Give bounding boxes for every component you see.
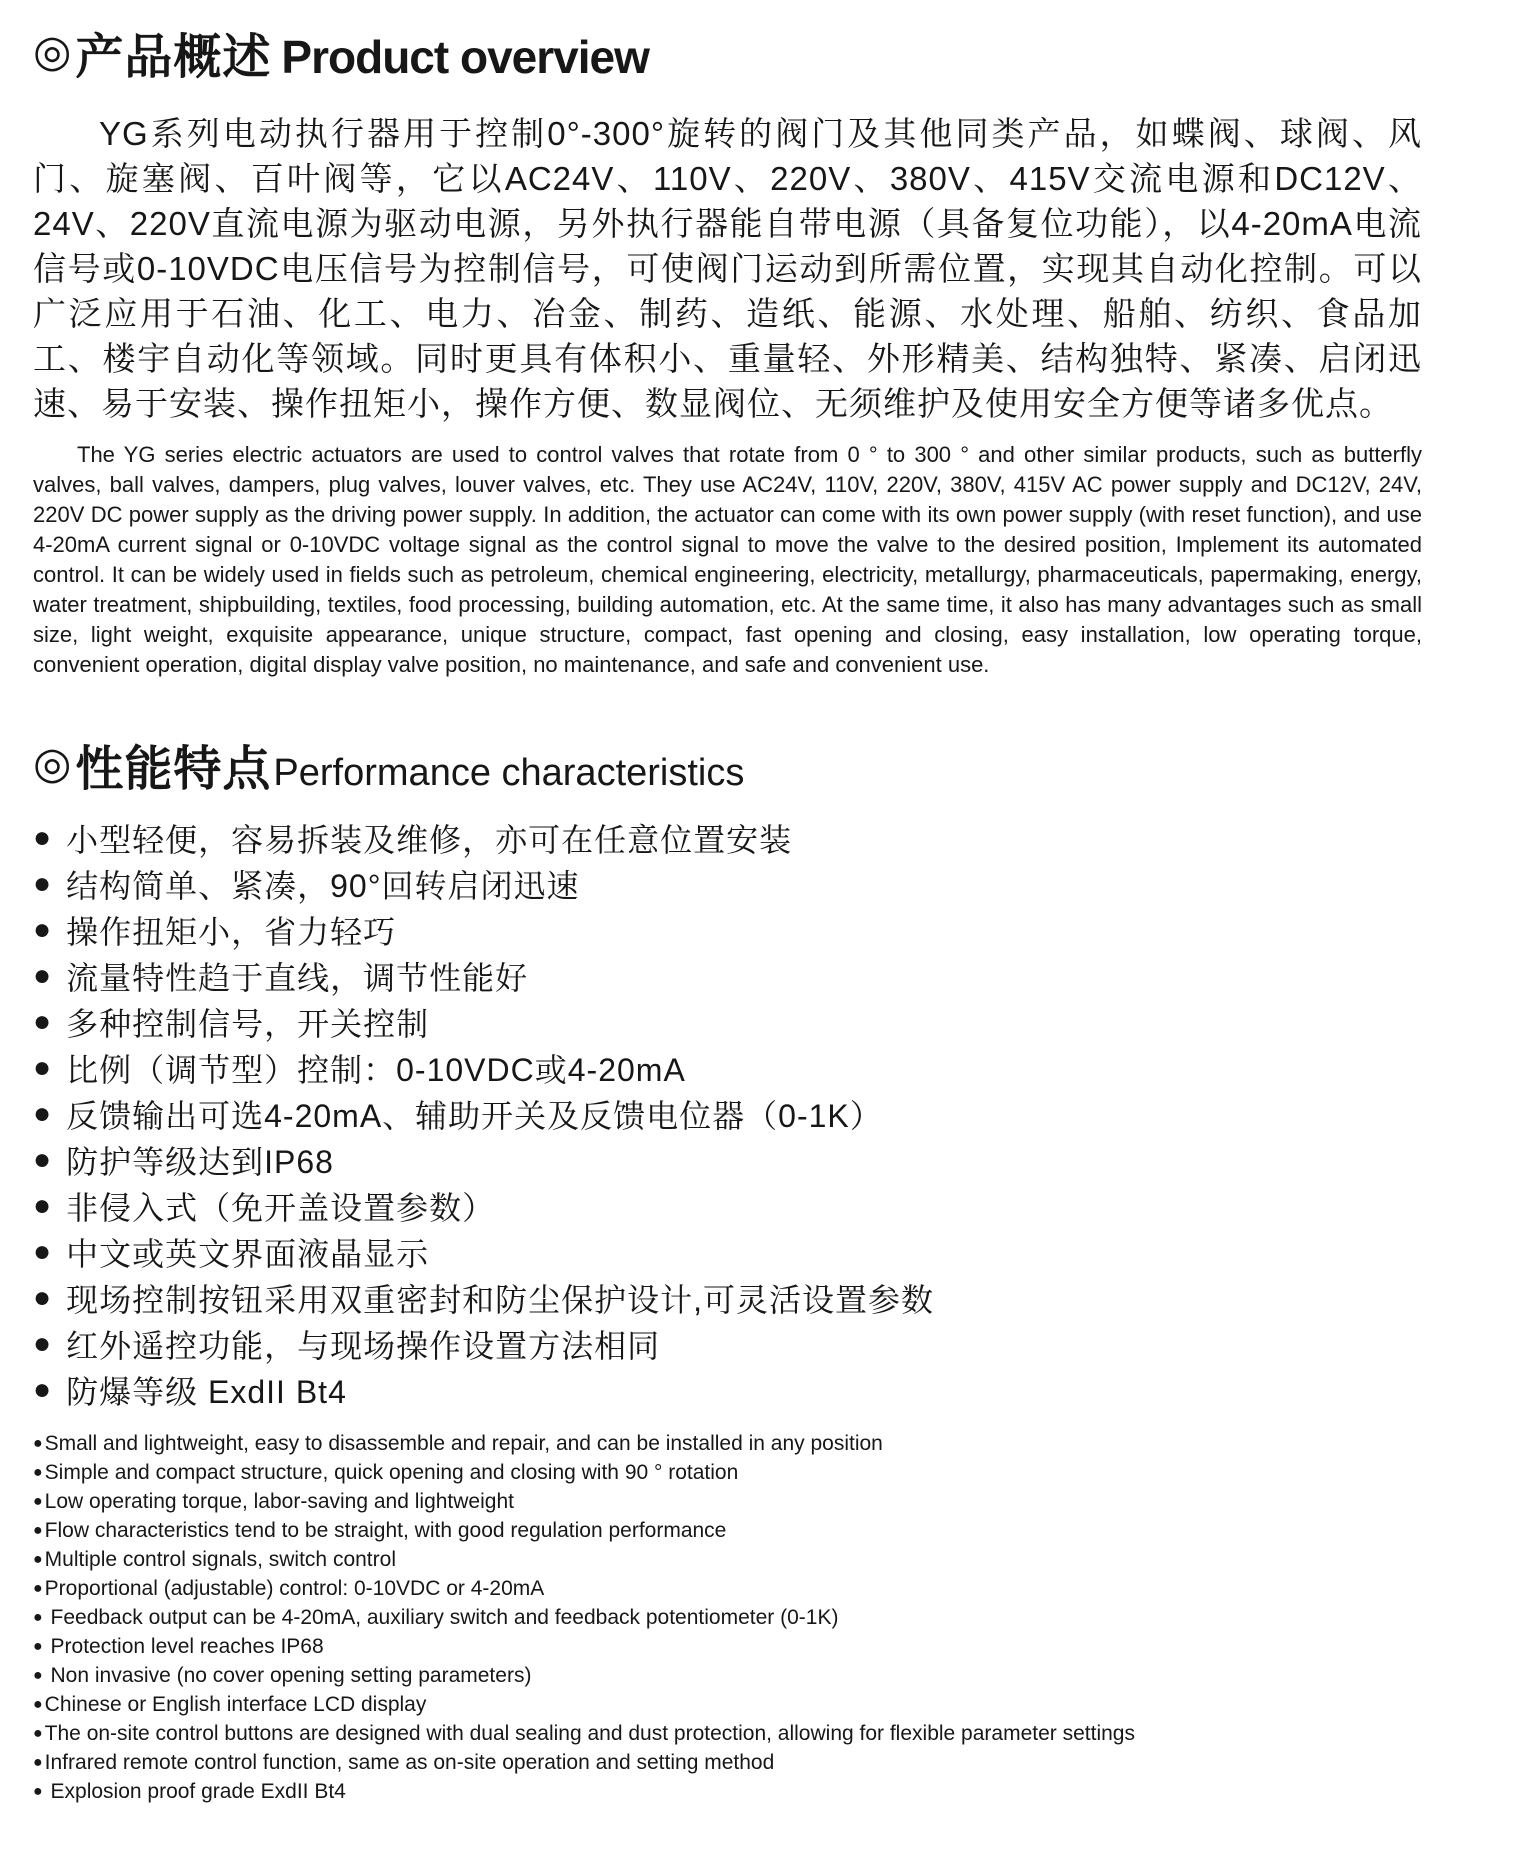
feature-text-zh: 防护等级达到IP68 [66, 1144, 334, 1180]
feature-text-zh: 反馈输出可选4-20mA、辅助开关及反馈电位器（0-1K） [66, 1098, 883, 1134]
feature-item-en [33, 1748, 1422, 1777]
feature-item-en [33, 1632, 1422, 1661]
section-marker-icon: ◎ [33, 27, 72, 77]
feature-item-zh [33, 1045, 1422, 1091]
feature-item-en [33, 1690, 1422, 1719]
feature-item-en [33, 1458, 1422, 1487]
feature-text-zh: 中文或英文界面液晶显示 [66, 1236, 430, 1272]
product-overview-heading [33, 18, 1422, 87]
section-marker-icon: ◎ [33, 739, 72, 789]
bullet-icon: ● [33, 867, 53, 900]
bullet-icon: ● [33, 1521, 43, 1539]
feature-text-en: Feedback output can be 4-20mA, auxiliary switch and feedback potentiometer (0-1K) [44, 1605, 839, 1629]
feature-text-zh: 现场控制按钮采用双重密封和防尘保护设计,可灵活设置参数 [66, 1282, 935, 1318]
performance-title-zh: 性能特点 [75, 743, 272, 796]
feature-text-en: Explosion proof grade ExdII Bt4 [44, 1779, 346, 1803]
feature-text-zh: 结构简单、紧凑，90°回转启闭迅速 [66, 868, 580, 904]
feature-item-zh [33, 1229, 1422, 1275]
feature-item-zh [33, 1275, 1422, 1321]
bullet-icon: ● [33, 1608, 43, 1626]
bullet-icon: ● [33, 1579, 43, 1597]
feature-text-zh: 流量特性趋于直线，调节性能好 [66, 960, 529, 996]
bullet-icon: ● [33, 959, 53, 992]
feature-item-zh [33, 815, 1422, 861]
bullet-icon: ● [33, 1492, 43, 1510]
feature-text-zh: 红外遥控功能，与现场操作设置方法相同 [66, 1328, 661, 1364]
feature-item-en [33, 1603, 1422, 1632]
performance-title-en: Performance characteristics [273, 752, 745, 794]
feature-item-zh [33, 1091, 1422, 1137]
feature-item-zh [33, 1183, 1422, 1229]
feature-item-en [33, 1545, 1422, 1574]
feature-item-zh [33, 1137, 1422, 1183]
bullet-icon: ● [33, 1724, 43, 1742]
product-overview-title-en: Product overview [281, 31, 649, 83]
feature-text-en: Flow characteristics tend to be straight, with good regulation performance [44, 1518, 727, 1542]
bullet-icon: ● [33, 1143, 53, 1176]
bullet-icon: ● [33, 1281, 53, 1314]
feature-text-en: Multiple control signals, switch control [44, 1547, 396, 1571]
bullet-icon: ● [33, 1189, 53, 1222]
feature-text-zh: 比例（调节型）控制：0-10VDC或4-20mA [66, 1052, 686, 1088]
bullet-icon: ● [33, 1327, 53, 1360]
feature-item-en [33, 1574, 1422, 1603]
bullet-icon: ● [33, 1782, 43, 1800]
bullet-icon: ● [33, 1753, 43, 1771]
bullet-icon: ● [33, 913, 53, 946]
feature-item-zh [33, 999, 1422, 1045]
feature-text-zh: 多种控制信号，开关控制 [66, 1006, 430, 1042]
feature-item-zh [33, 907, 1422, 953]
feature-text-en: Low operating torque, labor-saving and lightweight [44, 1489, 514, 1513]
bullet-icon: ● [33, 1695, 43, 1713]
product-overview-paragraph-zh: YG系列电动执行器用于控制0°-300°旋转的阀门及其他同类产品，如蝶阀、球阀、风门、旋塞阀、百叶阀等，它以AC24V、110V、220V、380V、415V交流电源和DC12V、24V、220V直流电源为驱动电源，另外执行器能自带电源（具备复位功能），以4-20mA电流信号或0-10VDC电压信号为控制信号，可使阀门运动到所需位置，实现其自动化控制。可以广泛应用于石油、化工、电力、冶金、制药、造纸、能源、水处理、船舶、纺织、食品加工、楼宇自动化等领域。同时更具有体积小、重量轻、外形精美、结构独特、紧凑、启闭迅速、易于安装、操作扭矩小，操作方便、数显阀位、无须维护及使用安全方便等诸多优点。 [33, 115, 1422, 422]
bullet-icon: ● [33, 1097, 53, 1130]
feature-list-zh [33, 815, 1422, 1413]
performance-heading [33, 730, 1422, 799]
feature-text-en: Infrared remote control function, same as on-site operation and setting method [44, 1750, 775, 1774]
feature-item-en [33, 1777, 1422, 1806]
bullet-icon: ● [33, 1373, 53, 1406]
feature-text-en: Non invasive (no cover opening setting parameters) [44, 1663, 532, 1687]
feature-text-en: The on-site control buttons are designed with dual sealing and dust protection, allowing for flexible parameter settings [44, 1721, 1135, 1745]
feature-text-en: Proportional (adjustable) control: 0-10VDC or 4-20mA [44, 1576, 545, 1600]
feature-item-zh [33, 953, 1422, 999]
feature-text-zh: 操作扭矩小，省力轻巧 [66, 914, 397, 950]
bullet-icon: ● [33, 1463, 43, 1481]
feature-item-zh [33, 1367, 1422, 1413]
feature-text-en: Chinese or English interface LCD display [44, 1692, 427, 1716]
feature-item-en [33, 1719, 1422, 1748]
feature-text-en: Protection level reaches IP68 [44, 1634, 324, 1658]
bullet-icon: ● [33, 1434, 43, 1452]
feature-item-zh [33, 861, 1422, 907]
bullet-icon: ● [33, 1550, 43, 1568]
bullet-icon: ● [33, 1666, 43, 1684]
bullet-icon: ● [33, 1005, 53, 1038]
feature-text-zh: 非侵入式（免开盖设置参数） [66, 1190, 496, 1226]
feature-item-zh [33, 1321, 1422, 1367]
feature-text-zh: 小型轻便，容易拆装及维修，亦可在任意位置安装 [66, 822, 793, 858]
feature-item-en [33, 1429, 1422, 1458]
feature-text-en: Simple and compact structure, quick opening and closing with 90 ° rotation [44, 1460, 739, 1484]
bullet-icon: ● [33, 1051, 53, 1084]
feature-item-en [33, 1516, 1422, 1545]
feature-text-en: Small and lightweight, easy to disassemble and repair, and can be installed in any position [44, 1431, 883, 1455]
feature-text-zh: 防爆等级 ExdII Bt4 [66, 1374, 347, 1410]
product-overview-paragraph-en: The YG series electric actuators are used to control valves that rotate from 0 ° to 300 ° and other similar products, such as butterfly valves, ball valves, dampers, plug valves, louver valves, etc. They use AC24V, 110V, 220V, 380V, 415V AC power supply and DC12V, 24V, 220V DC power supply as the driving power supply. In addition, the actuator can come with its own power supply (with reset function), and use 4-20mA current signal or 0-10VDC voltage signal as the control signal to move the valve to the desired position, Implement its automated control. It can be widely used in fields such as petroleum, chemical engineering, electricity, metallurgy, pharmaceuticals, papermaking, energy, water treatment, shipbuilding, textiles, food processing, building automation, etc. At the same time, it also has many advantages such as small size, light weight, exquisite appearance, unique structure, compact, fast opening and closing, easy installation, low operating torque, convenient operation, digital display valve position, no maintenance, and safe and convenient use. [33, 442, 1422, 677]
bullet-icon: ● [33, 821, 53, 854]
bullet-icon: ● [33, 1637, 43, 1655]
product-overview-title-zh: 产品概述 [75, 31, 272, 84]
feature-item-en [33, 1661, 1422, 1690]
bullet-icon: ● [33, 1235, 53, 1268]
feature-item-en [33, 1487, 1422, 1516]
feature-list-en [33, 1429, 1422, 1806]
